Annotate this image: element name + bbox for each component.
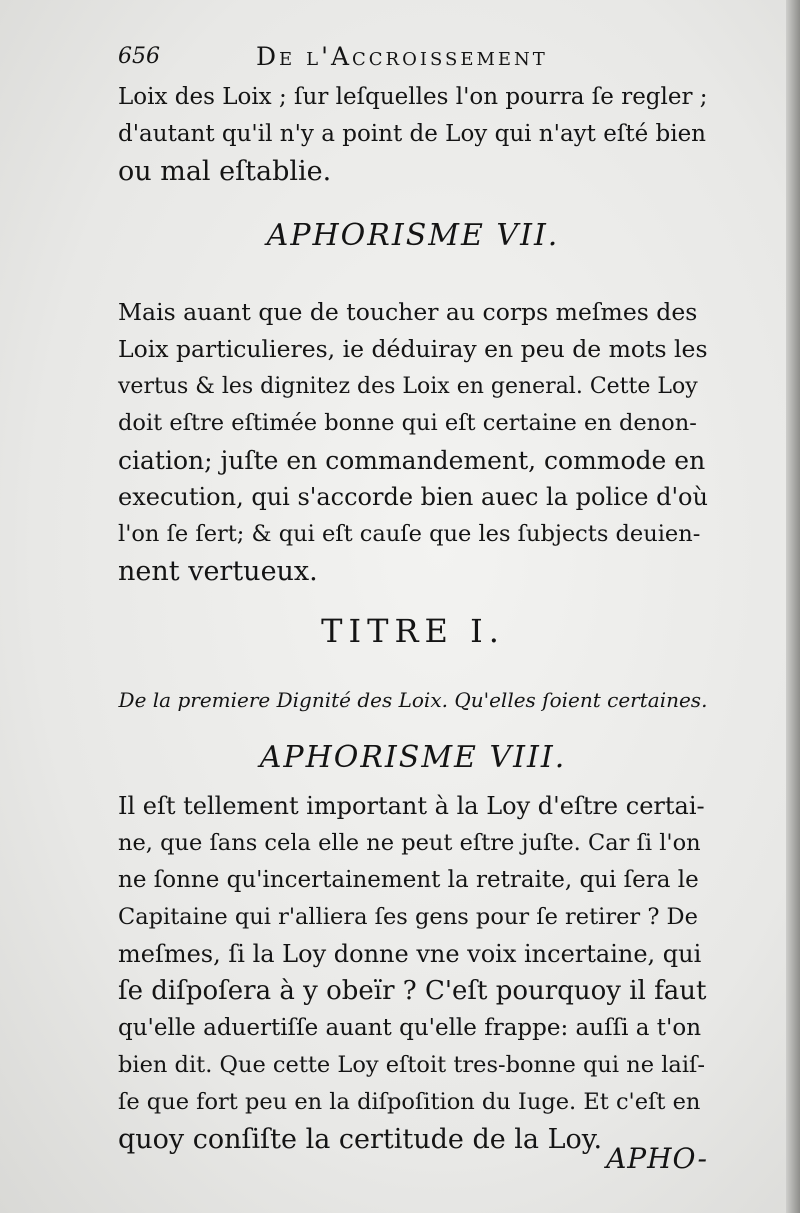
paragraph-aphorism-8 [118,788,708,1158]
aphorism-heading-8: APHORISME VIII. [259,740,567,775]
text-line: Capitaine qui r'alliera ſes gens pour ſe retirer ? De [118,904,698,930]
text-line: meſmes, ſi la Loy donne vne voix incertaine, qui [118,940,702,968]
catchword: APHO- [606,1142,708,1175]
text-line: bien dit. Que cette Loy eſtoit tres-bonne qui ne laiſ- [118,1052,705,1078]
text-line: ne ſonne qu'incertainement la retraite, qui ſera le [118,867,699,893]
text-line: ſe diſpoſera à y obeïr ? C'eſt pourquoy il faut [118,976,707,1006]
text-line: l'on ſe ſert; & qui eſt cauſe que les ſubjects deuien- [118,521,701,547]
titre-subtitle: De la premiere Dignité des Loix. Qu'elles ſoient certaines. [118,688,708,712]
text-line: Mais auant que de toucher au corps meſmes des [118,298,698,326]
running-title: De l'Accroissement [256,42,548,71]
page-gutter-shadow [786,0,800,1213]
text-line: Il eſt tellement important à la Loy d'eſtre certai- [118,792,705,820]
text-line: vertus & les dignitez des Loix en general. Cette Loy [118,374,698,399]
paragraph-continued [118,79,708,190]
text-line: ſe que fort peu en la diſpoſition du Iuge. Et c'eſt en [118,1089,701,1115]
text-line: ciation; juſte en commandement, commode en [118,446,706,475]
text-line: qu'elle aduertiſſe auant qu'elle frappe: auſſi a t'on [118,1015,702,1041]
text-line: Loix des Loix ; ſur leſquelles l'on pourra ſe regler ; [118,84,708,110]
page-number: 656 [118,44,160,69]
titre-heading: TITRE I. [321,612,505,650]
text-line: d'autant qu'il n'y a point de Loy qui n'ayt eſté bien [118,121,706,147]
text-line: Loix particulieres, ie déduiray en peu de mots les [118,335,708,363]
text-line: nent vertueux. [118,556,318,587]
running-head [118,38,708,78]
paragraph-aphorism-7 [118,294,708,590]
text-line: ou mal eſtablie. [118,156,332,187]
text-line: ne, que ſans cela elle ne peut eſtre juſte. Car ſi l'on [118,830,701,856]
text-line: execution, qui s'accorde bien auec la police d'où [118,483,708,511]
text-line: quoy conſiſte la certitude de la Loy. [118,1124,603,1155]
aphorism-heading-7: APHORISME VII. [266,218,560,253]
text-line: doit eſtre eſtimée bonne qui eſt certaine en denon- [118,410,697,436]
